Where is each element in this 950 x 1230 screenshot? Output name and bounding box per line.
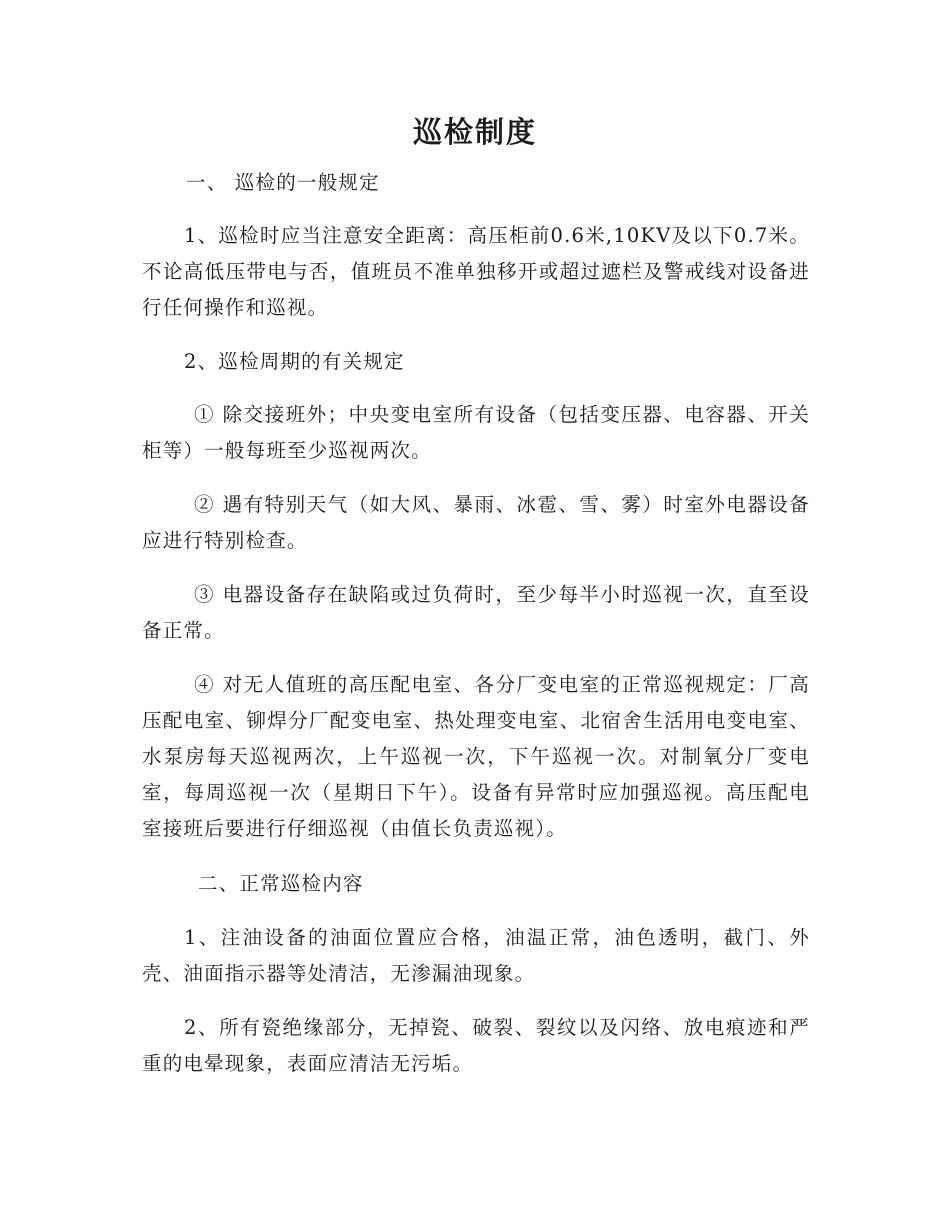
list-item-1: ① 除交接班外；中央变电室所有设备（包括变压器、电容器、开关柜等）一般每班至少巡视两次。: [142, 403, 810, 462]
paragraph-safety-distance: 1、巡检时应当注意安全距离：高压柜前0.6米,10KV及以下0.7米。不论高低压带电与否，值班员不准单独移开或超过遮栏及警戒线对设备进行任何操作和巡视。: [142, 224, 810, 319]
list-item-4: ④ 对无人值班的高压配电室、各分厂变电室的正常巡视规定：厂高压配电室、铆焊分厂配变电室、热处理变电室、北宿舍生活用电变电室、水泵房每天巡视两次，上午巡视一次，下午巡视一次。对制氧分厂变电室，每周巡视一次（星期日下午）。设备有异常时应加强巡视。高压配电室接班后要进行仔细巡视（由值长负责巡视）。: [142, 673, 810, 840]
section-heading-normal: 二、正常巡检内容: [198, 872, 364, 895]
paragraph-porcelain-insulation: 2、所有瓷绝缘部分，无掉瓷、破裂、裂纹以及闪络、放电痕迹和严重的电晕现象，表面应清洁无污垢。: [142, 1016, 810, 1075]
paragraph-inspection-cycle: 2、巡检周期的有关规定: [184, 350, 405, 373]
section-heading-general: 一、 巡检的一般规定: [186, 171, 380, 194]
list-item-2: ② 遇有特别天气（如大风、暴雨、冰雹、雪、雾）时室外电器设备应进行特别检查。: [142, 493, 810, 552]
list-item-3: ③ 电器设备存在缺陷或过负荷时，至少每半小时巡视一次，直至设备正常。: [142, 583, 810, 642]
paragraph-oil-equipment: 1、注油设备的油面位置应合格，油温正常，油色透明，截门、外壳、油面指示器等处清洁，无渗漏油现象。: [142, 926, 810, 985]
document-title: 巡检制度: [412, 115, 537, 149]
